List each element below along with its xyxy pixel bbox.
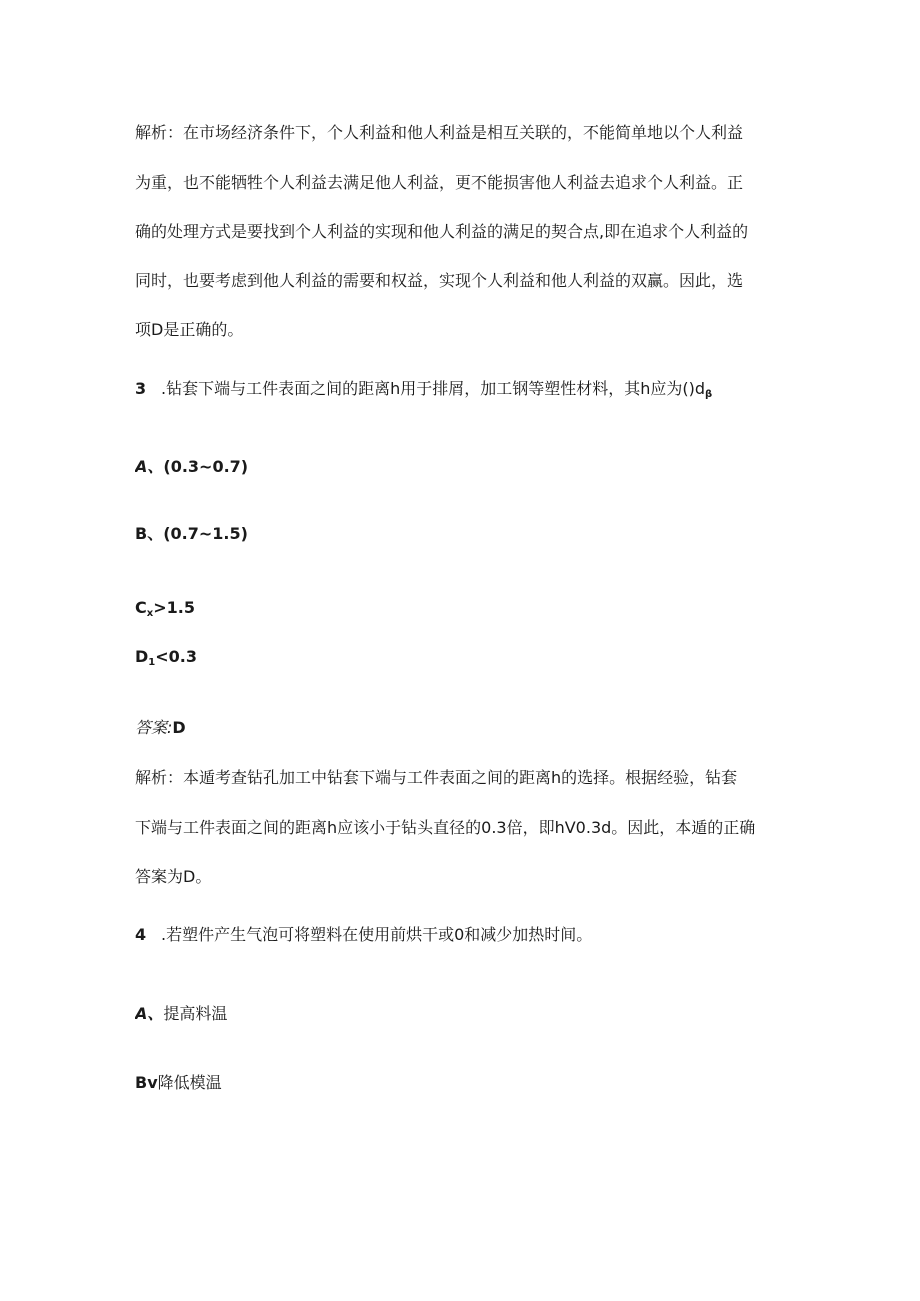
answer-value: D	[172, 718, 186, 737]
question-4-text: .若塑件产生气泡可将塑料在使用前烘干或0和减少加热时间。	[161, 925, 593, 944]
option-a-label: A、	[135, 457, 164, 476]
option-d-text: <0.3	[155, 647, 197, 666]
prev-explanation-line-1: 解析：在市场经济条件下，个人利益和他人利益是相互关联的，不能简单地以个人利益	[135, 123, 744, 142]
prev-explanation-line-2: 为重，也不能牺牲个人利益去满足他人利益，更不能损害他人利益去追求个人利益。正	[135, 173, 744, 192]
q4-option-a-label: A、	[135, 1004, 164, 1023]
option-c-sub: x	[146, 608, 154, 619]
question-3-explanation-line-2: 下端与工件表面之间的距离h应该小于钻头直径的0.3倍，即hV0.3d。因此，本遁的正确	[135, 818, 756, 837]
option-c-label: C	[135, 598, 147, 617]
question-3-option-d	[135, 647, 795, 673]
question-3-option-c	[135, 598, 795, 624]
question-3-explanation-line-3: 答案为D。	[135, 867, 212, 886]
option-a-text: (0.3~0.7)	[163, 457, 249, 476]
prev-explanation-line-4: 同时，也要考虑到他人利益的需要和权益，实现个人利益和他人利益的双赢。因此，选	[135, 271, 744, 290]
answer-label: 答案:	[135, 718, 173, 737]
q4-option-a-text: 提高料温	[163, 1004, 228, 1023]
option-d-sub: 1	[148, 657, 156, 668]
question-4-option-b	[135, 1073, 795, 1093]
question-3-option-a	[135, 457, 795, 477]
question-3-option-b	[135, 524, 795, 544]
q4-option-b-text: 降低模温	[157, 1073, 222, 1092]
q4-option-b-label: Bv	[135, 1073, 158, 1092]
question-3-subscript: β	[705, 389, 713, 400]
option-d-label: D	[135, 647, 149, 666]
option-b-text: (0.7~1.5)	[163, 524, 248, 543]
question-4-number: 4	[135, 925, 147, 944]
question-4	[135, 925, 795, 945]
question-3-text: .钻套下端与工件表面之间的距离h用于排屑，加工钢等塑性材料，其h应为()d	[161, 379, 706, 398]
question-3	[135, 379, 795, 405]
question-3-number: 3	[135, 379, 147, 398]
question-4-option-a	[135, 1004, 795, 1024]
prev-explanation-line-3: 确的处理方式是要找到个人利益的实现和他人利益的满足的契合点,即在追求个人利益的	[135, 222, 749, 241]
question-3-explanation-line-1: 解析：本遁考查钻孔加工中钻套下端与工件表面之间的距离h的选择。根据经验，钻套	[135, 768, 738, 787]
option-c-text: >1.5	[153, 598, 195, 617]
prev-explanation-line-5: 项D是正确的。	[135, 320, 244, 339]
question-3-answer	[135, 718, 795, 738]
option-b-label: B、	[135, 524, 164, 543]
